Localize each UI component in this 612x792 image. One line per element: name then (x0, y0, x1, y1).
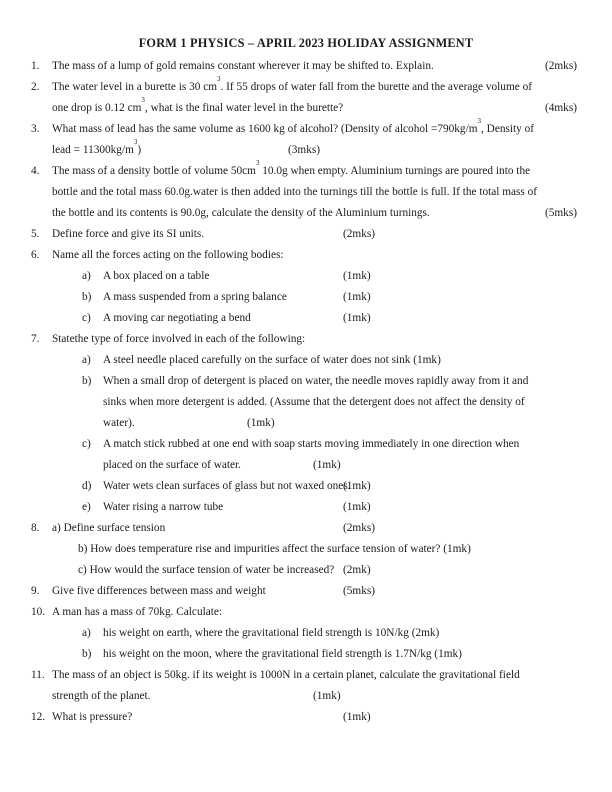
question-text: The mass of an object is 50kg. if its weight is 1000N in a certain planet, calculate the gravitational field (52, 669, 520, 681)
question-line (31, 371, 577, 392)
question-text: Define force and give its SI units. (52, 228, 205, 240)
marks-label: (1mk) (343, 291, 371, 303)
question-number: d) (82, 480, 92, 492)
question-line (31, 392, 577, 413)
question-line (31, 434, 577, 455)
question-text: Water wets clean surfaces of glass but not waxed ones. (103, 480, 351, 492)
marks-label: (1mk) (313, 690, 341, 702)
question-text: his weight on the moon, where the gravitational field strength is 1.7N/kg (1mk) (103, 648, 462, 660)
question-text: The mass of a density bottle of volume $50cm^3$ 10.0g when empty. Aluminium turnings are poured into the (52, 159, 531, 177)
question-line (31, 203, 577, 224)
marks-label: (1mk) (343, 270, 371, 282)
question-number: 4. (31, 165, 40, 177)
question-text: The water level in a burette is 30 $cm^3$. If 55 drops of water fall from the burette and the average volume of (52, 75, 532, 93)
question-number: 10. (31, 606, 46, 618)
marks-label: (2mks) (343, 228, 376, 240)
question-text: lead = $11300kg/m^3$) (52, 138, 142, 156)
question-text: his weight on earth, where the gravitational field strength is 10N/kg (2mk) (103, 627, 440, 639)
question-number: a) (82, 627, 91, 639)
question-text: c) How would the surface tension of water be increased? (78, 564, 335, 576)
question-line (31, 539, 577, 560)
marks-label: (1mk) (313, 459, 341, 471)
superscript: 3 (141, 96, 145, 105)
question-text: A match stick rubbed at one end with soap starts moving immediately in one direction when (103, 438, 520, 450)
question-line (31, 413, 577, 434)
question-line (31, 455, 577, 476)
question-line (31, 182, 577, 203)
question-line (31, 476, 577, 497)
question-line (31, 350, 577, 371)
question-line (31, 581, 577, 602)
question-number: 1. (31, 60, 40, 72)
question-number: c) (82, 312, 91, 324)
question-number: e) (82, 501, 91, 513)
question-text: water). (103, 417, 135, 429)
question-text: Name all the forces acting on the following bodies: (52, 249, 284, 261)
question-line (31, 602, 577, 623)
question-number: b) (82, 291, 92, 303)
question-number: 8. (31, 522, 40, 534)
question-number: 11. (31, 669, 45, 681)
question-text: A moving car negotiating a bend (103, 312, 251, 324)
question-text: strength of the planet. (52, 690, 151, 702)
superscript: 3 (217, 75, 221, 84)
question-number: 12. (31, 711, 46, 723)
question-line (31, 707, 577, 728)
question-line (31, 56, 577, 77)
question-line (31, 665, 577, 686)
question-line (31, 287, 577, 308)
marks-label: (2mks) (544, 60, 577, 72)
question-number: b) (82, 375, 92, 387)
question-text: a) Define surface tension (52, 522, 166, 534)
question-line (31, 98, 577, 119)
question-number: b) (82, 648, 92, 660)
question-line (31, 686, 577, 707)
question-text: What mass of lead has the same volume as 1600 kg of alcohol? (Density of alcohol $=790kg/m^3$, Density of (52, 117, 535, 135)
question-text: b) How does temperature rise and impurities affect the surface tension of water? (1mk) (78, 543, 471, 555)
question-line (31, 266, 577, 287)
question-text: Give five differences between mass and weight (52, 585, 266, 597)
superscript: 3 (255, 159, 260, 168)
question-line (31, 308, 577, 329)
marks-label: (4mks) (544, 102, 577, 114)
marks-label: (3mks) (288, 144, 321, 156)
questions-list (31, 56, 577, 728)
question-line (31, 140, 577, 161)
question-line (31, 77, 577, 98)
superscript: 3 (477, 117, 482, 126)
question-text: placed on the surface of water. (103, 459, 242, 471)
marks-label: (1mk) (343, 501, 371, 513)
question-line (31, 224, 577, 245)
marks-label: (2mks) (343, 522, 376, 534)
question-text: A man has a mass of 70kg. Calculate: (52, 606, 223, 618)
marks-label: (1mk) (247, 417, 275, 429)
question-text: Water rising a narrow tube (103, 501, 224, 513)
question-line (31, 560, 577, 581)
question-line (31, 518, 577, 539)
question-text: sinks when more detergent is added. (Assume that the detergent does not affect the density of (103, 396, 525, 408)
assignment-title: FORM 1 PHYSICS – APRIL 2023 HOLIDAY ASSIGNMENT (138, 36, 474, 50)
question-number: 5. (31, 228, 40, 240)
marks-label: (5mks) (544, 207, 577, 219)
question-text: A steel needle placed carefully on the surface of water does not sink (1mk) (103, 354, 441, 366)
question-text: The mass of a lump of gold remains constant wherever it may be shifted to. Explain. (52, 60, 434, 72)
marks-label: (5mks) (343, 585, 376, 597)
superscript: 3 (133, 138, 138, 147)
question-text: the bottle and its contents is 90.0g, calculate the density of the Aluminium turnings. (52, 207, 430, 219)
question-text: one drop is 0.12 $cm^3$, what is the final water level in the burette? (52, 96, 344, 114)
question-number: 7. (31, 333, 40, 345)
question-number: 9. (31, 585, 40, 597)
question-text: What is pressure? (52, 711, 133, 723)
question-line (31, 161, 577, 182)
marks-label: (1mk) (343, 312, 371, 324)
question-number: 6. (31, 249, 40, 261)
question-text: bottle and the total mass 60.0g.water is then added into the turnings till the bottle is full. If the total mass of (52, 186, 538, 198)
question-number: 2. (31, 81, 40, 93)
question-line (31, 623, 577, 644)
question-text: Statethe type of force involved in each of the following: (52, 333, 306, 345)
question-text: A mass suspended from a spring balance (103, 291, 287, 303)
question-number: 3. (31, 123, 40, 135)
question-text: When a small drop of detergent is placed on water, the needle moves rapidly away from it and (103, 375, 529, 387)
question-line (31, 119, 577, 140)
marks-label: (2mk) (343, 564, 371, 576)
question-number: c) (82, 438, 91, 450)
question-line (31, 644, 577, 665)
question-line (31, 329, 577, 350)
marks-label: (1mk) (343, 711, 371, 723)
question-text: A box placed on a table (103, 270, 210, 282)
marks-label: (1mk) (343, 480, 371, 492)
question-number: a) (82, 354, 91, 366)
question-line (31, 245, 577, 266)
question-number: a) (82, 270, 91, 282)
question-line (31, 497, 577, 518)
